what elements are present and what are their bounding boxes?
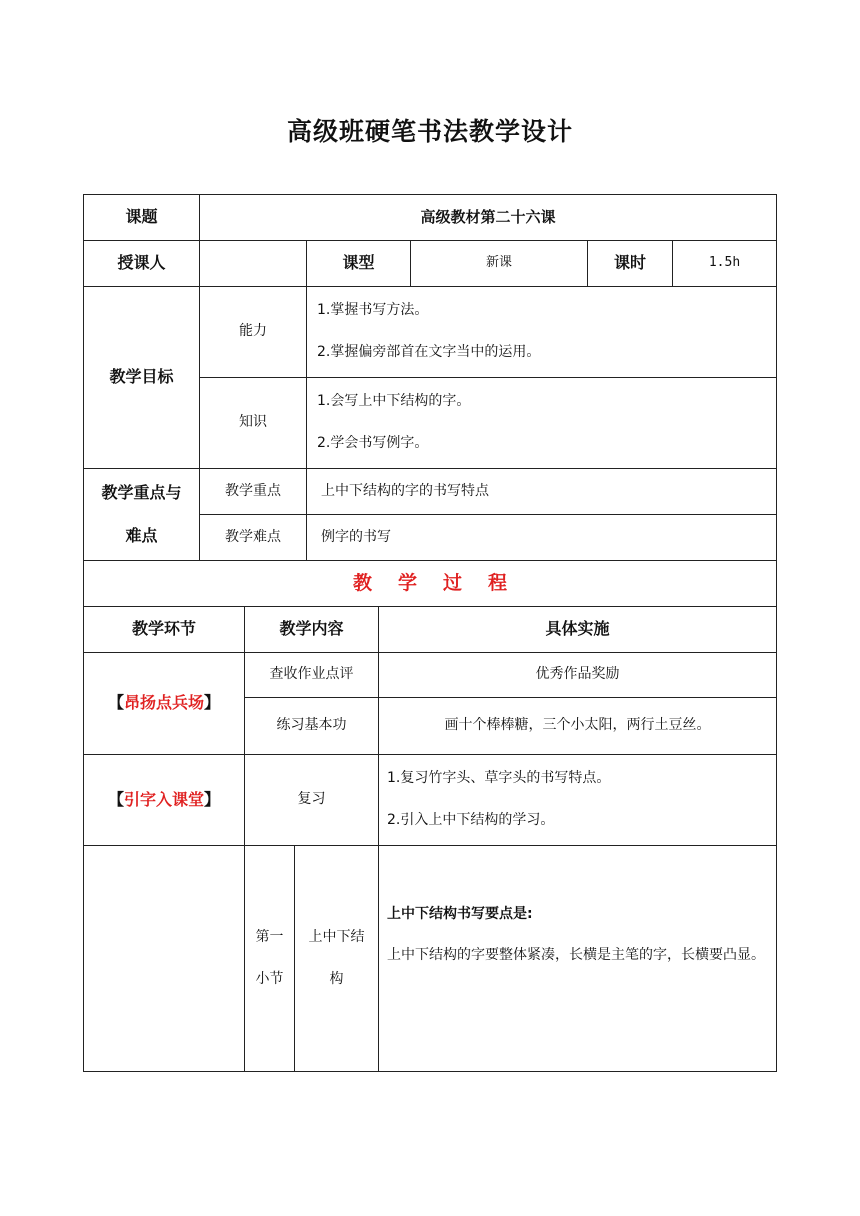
ability-label: 能力	[199, 286, 307, 378]
type-label: 课型	[306, 240, 411, 287]
hours-value: 1.5h	[672, 240, 777, 287]
stage2-name: 引字入课堂	[123, 789, 204, 809]
stage3-topic-line2: 构	[329, 970, 344, 987]
lesson-plan-table	[83, 194, 777, 1072]
stage1-name: 昂扬点兵场	[123, 693, 204, 713]
bracket-close: 】	[204, 693, 221, 713]
keypoints-label	[83, 468, 200, 561]
stage1-content-1: 查收作业点评	[244, 652, 379, 698]
ability-item: 2.掌握偏旁部首在文字当中的运用。	[317, 344, 541, 360]
stage1-label	[83, 652, 245, 755]
col-stage-header: 教学环节	[83, 606, 245, 653]
stage3-section-line2: 小节	[255, 970, 284, 987]
stage3-impl	[378, 845, 777, 1072]
ability-items	[306, 286, 777, 378]
stage3-topic-line1: 上中下结	[308, 928, 365, 945]
stage1-impl-2: 画十个棒棒糖，三个小太阳，两行土豆丝。	[378, 697, 777, 755]
teacher-label: 授课人	[83, 240, 200, 287]
type-value: 新课	[410, 240, 588, 287]
document-title: 高级班硬笔书法教学设计	[286, 117, 573, 146]
teacher-value	[199, 240, 307, 287]
hard-label: 教学难点	[199, 514, 307, 561]
bracket-close: 】	[204, 789, 221, 809]
stage2-impl	[378, 754, 777, 846]
stage1-impl-1: 优秀作品奖励	[378, 652, 777, 698]
hard-value: 例字的书写	[306, 514, 777, 561]
key-value: 上中下结构的字的书写特点	[306, 468, 777, 515]
stage2-label	[83, 754, 245, 846]
knowledge-label: 知识	[199, 377, 307, 469]
bracket-open: 【	[107, 789, 124, 809]
stage3-section-line1: 第一	[255, 928, 284, 945]
keypoints-label-line1: 教学重点与	[101, 483, 182, 503]
ability-item: 1.掌握书写方法。	[317, 302, 429, 319]
bracket-open: 【	[107, 693, 124, 713]
goals-label: 教学目标	[83, 286, 200, 469]
stage3-impl-text: 上中下结构的字要整体紧凑，长横是主笔的字，长横要凸显。	[387, 946, 765, 963]
knowledge-item: 2.学会书写例字。	[317, 435, 429, 451]
stage2-content: 复习	[244, 754, 379, 846]
knowledge-item: 1.会写上中下结构的字。	[317, 393, 471, 410]
stage3-impl-heading: 上中下结构书写要点是:	[387, 906, 533, 922]
topic-value: 高级教材第二十六课	[199, 194, 777, 241]
col-impl-header: 具体实施	[378, 606, 777, 653]
keypoints-label-line2: 难点	[125, 525, 158, 545]
col-content-header: 教学内容	[244, 606, 379, 653]
topic-label: 课题	[83, 194, 200, 241]
stage3-section	[244, 845, 295, 1072]
knowledge-items	[306, 377, 777, 469]
hours-label: 课时	[587, 240, 673, 287]
stage2-impl-item: 1.复习竹字头、草字头的书写特点。	[387, 770, 611, 787]
key-label: 教学重点	[199, 468, 307, 515]
stage1-content-2: 练习基本功	[244, 697, 379, 755]
stage2-impl-item: 2.引入上中下结构的学习。	[387, 812, 555, 828]
stage3-topic	[294, 845, 379, 1072]
stage3-label	[83, 845, 245, 1072]
process-title: 教学过程	[83, 560, 777, 607]
